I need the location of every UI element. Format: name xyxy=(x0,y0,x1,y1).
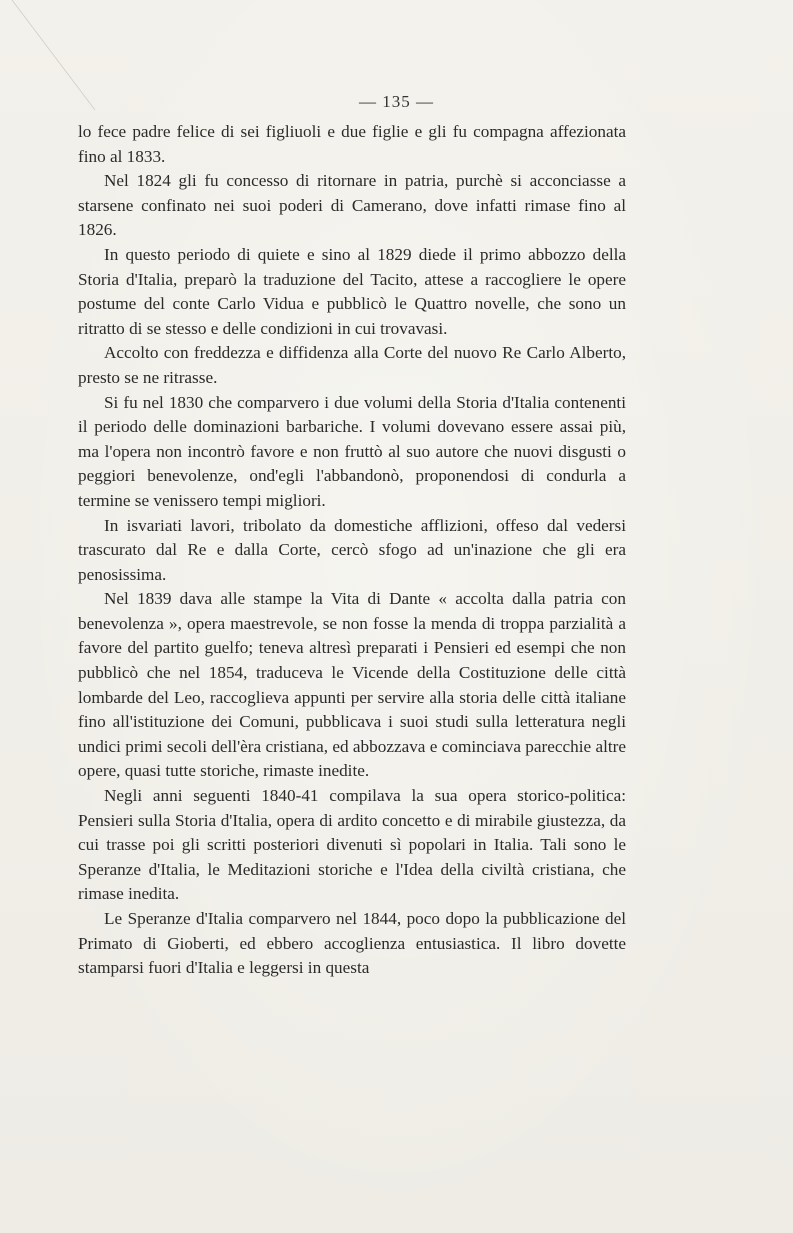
body-text xyxy=(78,120,626,981)
paragraph: Nel 1824 gli fu concesso di ritornare in patria, purchè si acconciasse a starsene confinato nei suoi poderi di Camerano, dove infatti rimase fino al 1826. xyxy=(78,171,626,240)
paragraph: Nel 1839 dava alle stampe la Vita di Dante « accolta dalla patria con benevolenza », opera maestrevole, se non fosse la menda di troppa parzialità a favore del partito guelfo; teneva altresì preparati i Pensieri ed esempi che non pubblicò che nel 1854, traduceva le Vicende della Costituzione delle città lombarde del Leo, raccoglieva appunti per servire alla storia delle città italiane fino all'istituzione dei Comuni, pubblicava i suoi studi sulla letteratura negli undici primi secoli dell'èra cristiana, ed abbozzava e cominciava parecchie altre opere, quasi tutte storiche, rimaste inedite. xyxy=(78,589,626,781)
paragraph: Negli anni seguenti 1840-41 compilava la sua opera storico-politica: Pensieri sulla Storia d'Italia, opera di ardito concetto e di mirabile giustezza, da cui trasse poi gli scritti posteriori divenuti sì popolari in Italia. Tali sono le Speranze d'Italia, le Meditazioni storiche e l'Idea della civiltà cristiana, che rimase inedita. xyxy=(78,786,626,904)
paragraph: In isvariati lavori, tribolato da domestiche afflizioni, offeso dal vedersi trascurato dal Re e dalla Corte, cercò sfogo ad un'inazione che gli era penosissima. xyxy=(78,515,626,584)
paragraph: Accolto con freddezza e diffidenza alla Corte del nuovo Re Carlo Alberto, presto se ne ritrasse. xyxy=(78,343,626,387)
paragraph: Si fu nel 1830 che comparvero i due volumi della Storia d'Italia contenenti il periodo delle dominazioni barbariche. I volumi dovevano essere assai più, ma l'opera non incontrò favore e non fruttò al suo autore che nuovi disgusti o peggiori benevolenze, ond'egli l'abbandonò, proponendosi di condurla a termine se venissero tempi migliori. xyxy=(78,392,626,510)
paragraph: Le Speranze d'Italia comparvero nel 1844, poco dopo la pubblicazione del Primato di Gioberti, ed ebbero accoglienza entusiastica. Il libro dovette stamparsi fuori d'Italia e leggersi in questa xyxy=(78,909,626,978)
page-number: — 135 — xyxy=(359,92,434,111)
paragraph: In questo periodo di quiete e sino al 1829 diede il primo abbozzo della Storia d'Italia, preparò la traduzione del Tacito, attese a raccogliere le opere postume del conte Carlo Vidua e pubblicò le Quattro novelle, che sono un ritratto di se stesso e delle condizioni in cui trovavasi. xyxy=(78,244,626,338)
paragraph: lo fece padre felice di sei figliuoli e due figlie e gli fu compagna affezionata fino al 1833. xyxy=(78,122,626,166)
